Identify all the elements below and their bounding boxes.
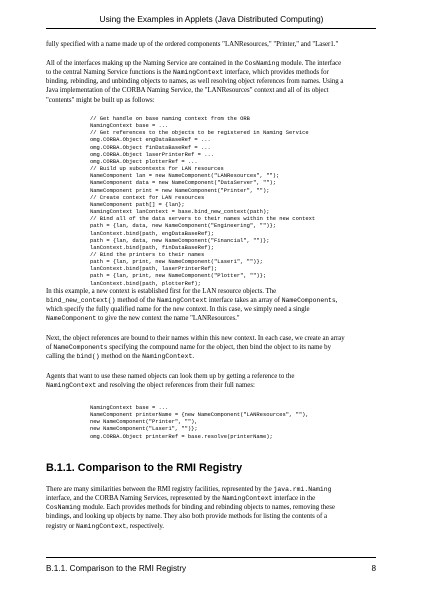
code-term: NamingContext bbox=[172, 69, 224, 77]
running-header: Using the Examples in Applets (Java Distributed Computing) bbox=[99, 14, 324, 24]
paragraph-line: calling the bind() method on the NamingContext. bbox=[46, 353, 195, 361]
header-rule bbox=[46, 28, 376, 29]
paragraph-line: bind_new_context() method of the NamingContext interface takes an array of NameComponents, bbox=[46, 297, 338, 305]
paragraph-naming-service bbox=[46, 59, 382, 105]
code-line: NamingContext base = ... bbox=[90, 122, 169, 130]
code-term: NameComponents bbox=[281, 297, 336, 305]
code-line: NameComponent print = new NameComponent("Printer", ""); bbox=[90, 186, 270, 194]
section-heading: B.1.1. Comparison to the RMI Registry bbox=[46, 462, 243, 474]
paragraph-continuation bbox=[46, 40, 382, 49]
code-term: bind_new_context() bbox=[46, 297, 116, 305]
footer-rule bbox=[46, 557, 376, 558]
code-term: NamingContext bbox=[156, 297, 208, 305]
code-line: NameComponent printerName = {new NameComponent("LANResources", ""), bbox=[90, 411, 309, 419]
code-line: omg.CORBA.Object finDataBaseRef = ... bbox=[90, 143, 211, 151]
code-line: path = {lan, data, new NameComponent("Engineering", "")}; bbox=[90, 222, 276, 230]
code-line: path = {lan, print, new NameComponent("Laser1", "")}; bbox=[90, 258, 263, 266]
paragraph-line: "contents" might be built up as follows: bbox=[46, 96, 155, 104]
code-line: lanContext.bind(path, finDataBaseRef); bbox=[90, 243, 214, 251]
code-line: omg.CORBA.Object plotterRef = ... bbox=[90, 157, 198, 165]
code-line: // Bind the printers to their names bbox=[90, 250, 205, 258]
code-term: NameComponent bbox=[46, 315, 97, 323]
paragraph-line: All of the interfaces making up the Naming Service are contained in the CosNaming module. The interface bbox=[46, 60, 342, 67]
code-line: // Get handle on base naming context from the ORB bbox=[90, 115, 250, 122]
paragraph-line: NamingContext and resolving the object references from their full names: bbox=[46, 382, 255, 390]
code-line: omg.CORBA.Object engDataBaseRef = ... bbox=[90, 136, 211, 144]
footer-section-title: B.1.1. Comparison to the RMI Registry bbox=[46, 564, 187, 573]
code-line: new NameComponent("Printer", ""), bbox=[90, 418, 198, 426]
code-line: path = {lan, print, new NameComponent("Plotter", "")}; bbox=[90, 272, 267, 280]
paragraph-line: registry or NamingContext, respectively. bbox=[46, 522, 165, 530]
code-term: CosNaming bbox=[46, 504, 81, 512]
code-line: // Get references to the objects to be registered in Naming Service bbox=[90, 129, 309, 137]
code-block-bind-example bbox=[90, 115, 315, 287]
code-term: NameComponents bbox=[53, 344, 108, 352]
paragraph-line: Next, the object references are bound to their names within this new context. In each case, we create an array bbox=[46, 335, 345, 342]
paragraph-object-binding bbox=[46, 334, 382, 361]
paragraph-line: interface, and the CORBA Naming Services, represented by the NamingContext interface in the bbox=[46, 495, 316, 503]
paragraph-line: There are many similarities between the RMI registry facilities, represented by the java.rmi.Naming bbox=[46, 486, 332, 493]
code-term: NamingContext bbox=[76, 522, 127, 530]
code-term: java.rmi.Naming bbox=[273, 486, 332, 493]
code-line: // Create context for LAN resources bbox=[90, 193, 205, 201]
code-line: omg.CORBA.Object printerRef = base.resolve(printerName); bbox=[90, 432, 273, 440]
code-line: lanContext.bind(path, laserPrinterRef); bbox=[90, 265, 218, 273]
code-line: NameComponent data = new NameComponent("DataServer", ""); bbox=[90, 179, 276, 187]
code-block-resolve-example bbox=[90, 404, 309, 440]
paragraph-line: which specify the fully qualified name for the new context. In this case, we simply need a single bbox=[46, 306, 310, 314]
paragraph-line: fully specified with a name made up of the ordered components "LANResources," "Printer," and "Laser1." bbox=[46, 41, 339, 48]
paragraph-line: In this example, a new context is established first for the LAN resource objects. The bbox=[46, 288, 277, 295]
paragraph-line: binding, rebinding, and unbinding objects to names, as well resolving object references from names. Using a bbox=[46, 78, 344, 86]
paragraph-line: Java implementation of the CORBA Naming Service, the "LANResources" context and all of its object bbox=[46, 87, 329, 95]
code-line: NamingContext lanContext = base.bind_new_context(path); bbox=[90, 208, 270, 216]
paragraph-new-context bbox=[46, 287, 382, 324]
paragraph-lookup bbox=[46, 372, 382, 390]
paragraph-line: Agents that want to use these named objects can look them up by getting a reference to the bbox=[46, 373, 295, 380]
paragraph-line: bindings, and looking up objects by name. They also both provide methods for listing the contents of a bbox=[46, 513, 327, 521]
code-line: omg.CORBA.Object laserPrinterRef = ... bbox=[90, 150, 214, 158]
code-line: lanContext.bind(path, plotterRef); bbox=[90, 279, 201, 287]
code-line: path = {lan, data, new NameComponent("Financial", "")}; bbox=[90, 236, 270, 244]
code-line: lanContext.bind(path, engDataBaseRef); bbox=[90, 229, 214, 237]
code-term: NamingContext bbox=[46, 382, 97, 390]
paragraph-line: to the central Naming Service functions is the NamingContext interface, which provides methods for bbox=[46, 69, 329, 77]
code-line: NameComponent lan = new NameComponent("LANResources", ""); bbox=[90, 172, 280, 180]
paragraph-line: of NameComponents specifying the compound name for the object, then bind the object to its name by bbox=[46, 344, 332, 352]
code-line: // Build up subcontexts for LAN resources bbox=[90, 165, 224, 173]
paragraph-rmi-comparison bbox=[46, 485, 382, 531]
paragraph-line: NameComponent to give the new context the name "LANResources." bbox=[46, 315, 240, 323]
code-term: bind() bbox=[76, 353, 100, 361]
page-number: 8 bbox=[371, 564, 376, 573]
code-line: // Bind all of the data servers to their names within the new context bbox=[90, 215, 316, 223]
code-term: NamingContext bbox=[142, 353, 193, 361]
code-line: new NameComponent("Laser1", "")}; bbox=[90, 425, 198, 433]
code-term: NamingContext bbox=[222, 495, 273, 503]
code-term: CosNaming bbox=[244, 60, 280, 67]
code-line: NamingContext base = ... bbox=[90, 404, 169, 411]
paragraph-line: CosNaming module. Each provides methods for binding and rebinding objects to names, removing these bbox=[46, 504, 335, 512]
code-line: NameComponent path[] = {lan}; bbox=[90, 200, 185, 208]
